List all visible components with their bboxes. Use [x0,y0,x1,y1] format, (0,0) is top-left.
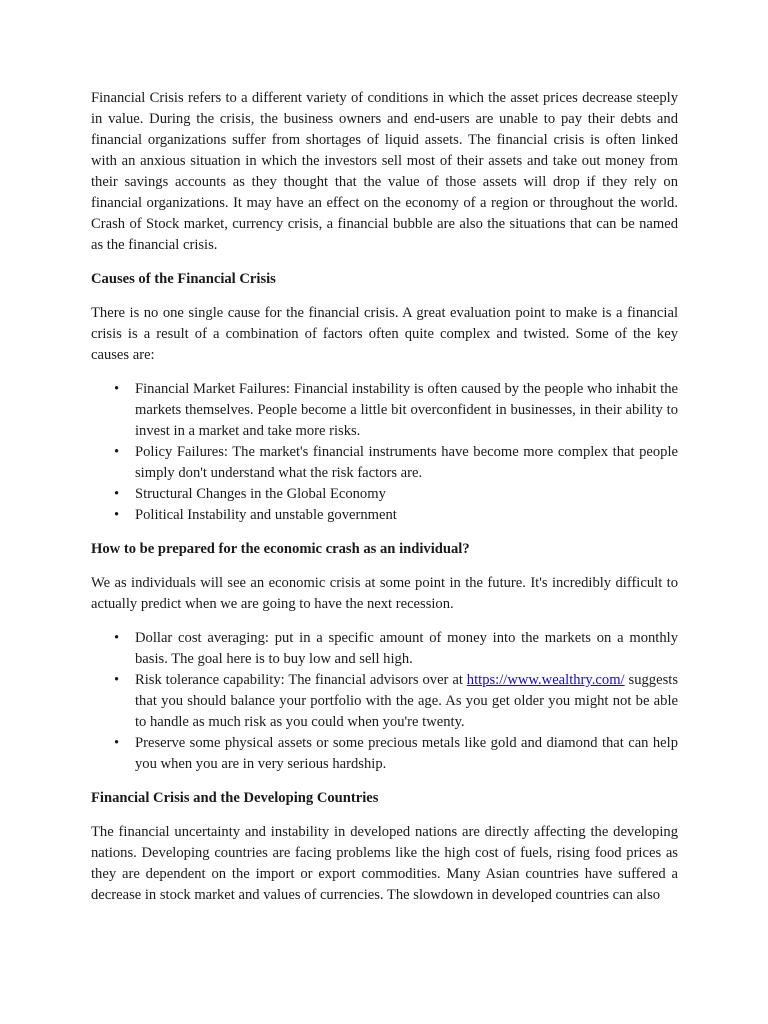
list-item-text: Policy Failures: The market's financial instruments have become more complex that people simply don't understand what the risk factors are. [135,444,678,481]
list-item [114,484,678,505]
list-item-text: Political Instability and unstable government [135,507,397,523]
developing-heading: Financial Crisis and the Developing Countries [91,790,379,806]
causes-list [91,379,678,526]
list-item-text-after-link: suggests that you should balance your portfolio with the age. As you get older you might not be able to handle as much risk as you could when you're twenty. [135,672,678,730]
list-item [114,505,678,526]
causes-heading: Causes of the Financial Crisis [91,271,276,287]
bullet-icon: • [114,507,120,523]
list-item-text: Financial Market Failures: Financial instability is often caused by the people who inhabit the markets themselves. People become a little bit overconfident in businesses, in their ability to invest in a market and take more risks. [135,381,678,439]
bullet-icon: • [114,735,120,751]
prepare-list [91,628,678,775]
list-item [114,379,678,442]
list-item-text: Preserve some physical assets or some precious metals like gold and diamond that can help you when you are in very serious hardship. [135,735,678,772]
bullet-icon: • [114,630,120,646]
list-item-text-before-link: Risk tolerance capability: The financial advisors over at [135,672,467,688]
list-item [114,733,678,775]
bullet-icon: • [114,486,120,502]
list-item [114,628,678,670]
list-item [114,670,678,733]
intro-paragraph: Financial Crisis refers to a different variety of conditions in which the asset prices decrease steeply in value. During the crisis, the business owners and end-users are unable to pay their debts and financial organizations suffer from shortages of liquid assets. The financial crisis is often linked with an anxious situation in which the investors sell most of their assets and take out money from their savings accounts as they thought that the value of those assets will drop if they rely on financial organizations. It may have an effect on the economy of a region or throughout the world. Crash of Stock market, currency crisis, a financial bubble are also the situations that can be named as the financial crisis. [91,90,678,253]
prepare-paragraph: We as individuals will see an economic crisis at some point in the future. It's incredibly difficult to actually predict when we are going to have the next recession. [91,575,678,612]
causes-paragraph: There is no one single cause for the financial crisis. A great evaluation point to make is a financial crisis is a result of a combination of factors often quite complex and twisted. Some of the key causes are: [91,305,678,363]
bullet-icon: • [114,672,120,688]
prepare-heading: How to be prepared for the economic crash as an individual? [91,541,470,557]
wealthry-link[interactable]: https://www.wealthry.com/ [466,672,625,688]
list-item-text: Dollar cost averaging: put in a specific amount of money into the markets on a monthly basis. The goal here is to buy low and sell high. [135,630,678,667]
list-item [114,442,678,484]
document-page [91,88,678,919]
bullet-icon: • [114,444,120,460]
developing-paragraph: The financial uncertainty and instability in developed nations are directly affecting the developing nations. Developing countries are facing problems like the high cost of fuels, rising food prices as they are dependent on the import or export commodities. Many Asian countries have suffered a decrease in stock market and values of currencies. The slowdown in developed countries can also [91,824,678,903]
list-item-text: Structural Changes in the Global Economy [135,486,386,502]
bullet-icon: • [114,381,120,397]
